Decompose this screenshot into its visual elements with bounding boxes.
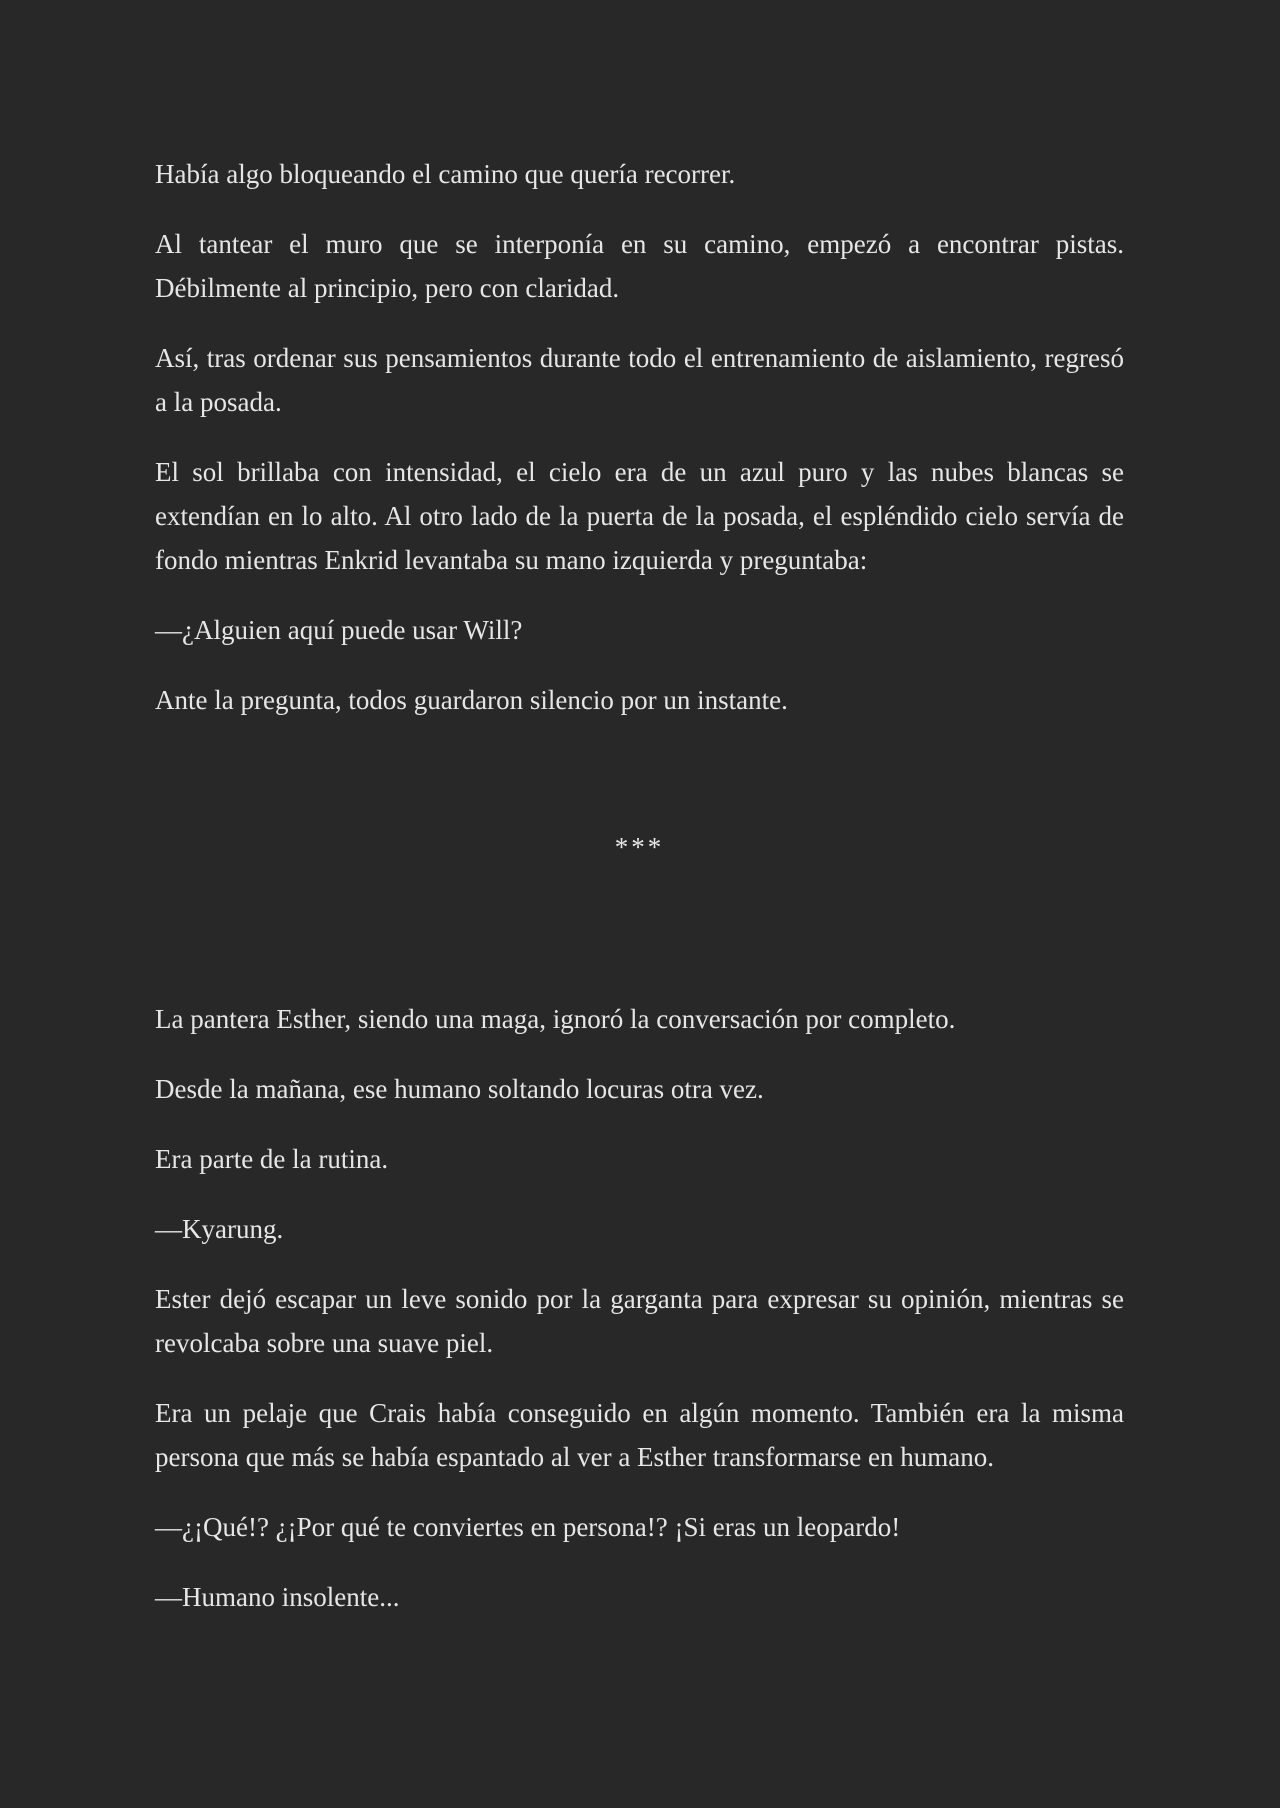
paragraph: Desde la mañana, ese humano soltando locuras otra vez. [155,1074,764,1104]
chapter-text [155,152,1124,1645]
paragraph: —¿Alguien aquí puede usar Will? [155,615,523,645]
paragraph: Ester dejó escapar un leve sonido por la garganta para expresar su opinión, mientras se revolcaba sobre una suave piel. [155,1284,1124,1358]
paragraph: Había algo bloqueando el camino que quería recorrer. [155,159,736,189]
paragraph: —Humano insolente... [155,1582,400,1612]
paragraph: Ante la pregunta, todos guardaron silencio por un instante. [155,685,788,715]
paragraph: —Kyarung. [155,1214,284,1244]
paragraph: La pantera Esther, siendo una maga, ignoró la conversación por completo. [155,1004,956,1034]
paragraph: El sol brillaba con intensidad, el cielo era de un azul puro y las nubes blancas se extendían en lo alto. Al otro lado de la puerta de la posada, el espléndido cielo servía de fondo mientras Enkrid levantaba su mano izquierda y preguntaba: [155,457,1124,575]
scene-separator: *** [614,832,665,862]
paragraph: Así, tras ordenar sus pensamientos durante todo el entrenamiento de aislamiento, regresó a la posada. [155,343,1124,417]
paragraph: Era un pelaje que Crais había conseguido en algún momento. También era la misma persona que más se había espantado al ver a Esther transformarse en humano. [155,1398,1124,1472]
paragraph: Era parte de la rutina. [155,1144,389,1174]
paragraph: Al tantear el muro que se interponía en su camino, empezó a encontrar pistas. Débilmente al principio, pero con claridad. [155,229,1124,303]
paragraph: —¿¡Qué!? ¿¡Por qué te conviertes en persona!? ¡Si eras un leopardo! [155,1512,901,1542]
